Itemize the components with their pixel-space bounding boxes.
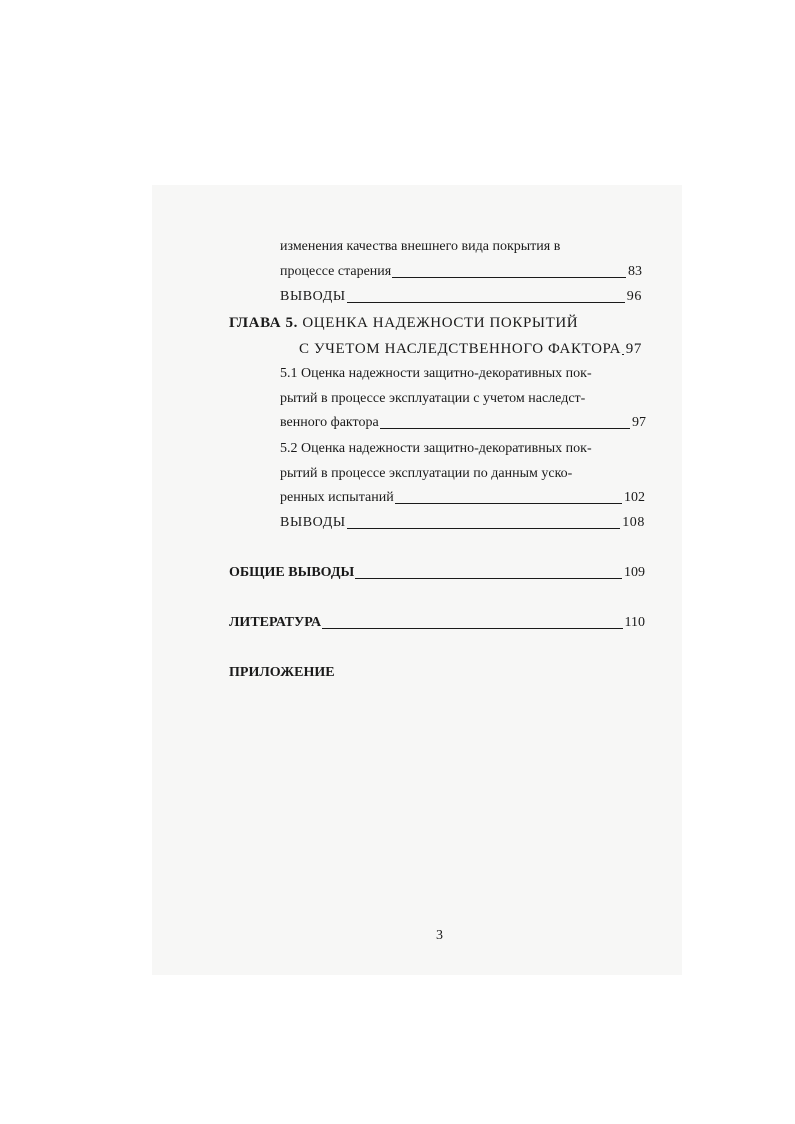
toc-section-5-1-line1: 5.1 Оценка надежности защитно-декоративных пок- bbox=[280, 366, 592, 381]
toc-entry-title: ОБЩИЕ ВЫВОДЫ bbox=[229, 565, 355, 580]
toc-continuation-line: изменения качества внешнего вида покрытия в bbox=[280, 239, 561, 254]
toc-leader bbox=[392, 277, 626, 278]
toc-leader bbox=[380, 428, 630, 429]
toc-leader bbox=[355, 578, 622, 579]
toc-page-number: 83 bbox=[628, 264, 642, 279]
toc-leader bbox=[322, 628, 622, 629]
toc-entry-appendix: ПРИЛОЖЕНИЕ bbox=[229, 665, 335, 680]
toc-entry-title: ЛИТЕРАТУРА bbox=[229, 615, 322, 630]
chapter-title-line1: ОЦЕНКА НАДЕЖНОСТИ ПОКРЫТИЙ bbox=[302, 315, 579, 331]
toc-section-5-2-line1: 5.2 Оценка надежности защитно-декоративных пок- bbox=[280, 441, 592, 456]
toc-leader bbox=[622, 354, 624, 355]
toc-section-5-2-line2: рытий в процессе эксплуатации по данным уско- bbox=[280, 466, 573, 481]
toc-entry-aging bbox=[280, 263, 642, 281]
toc-leader bbox=[395, 503, 622, 504]
chapter-label: ГЛАВА 5. bbox=[229, 315, 298, 331]
toc-entry-title: ренных испытаний bbox=[280, 490, 394, 505]
toc-page-number: 96 bbox=[626, 289, 642, 304]
toc-entry-title: ВЫВОДЫ bbox=[280, 515, 346, 530]
toc-page-number: 109 bbox=[624, 565, 645, 580]
toc-chapter5-title-line2 bbox=[299, 340, 642, 358]
toc-entry-conclusions-ch5 bbox=[280, 514, 645, 532]
toc-page-number: 102 bbox=[624, 490, 645, 505]
toc-entry-general-conclusions bbox=[229, 564, 645, 582]
toc-entry-title: венного фактора bbox=[280, 415, 379, 430]
toc-page-number: 110 bbox=[624, 615, 645, 630]
toc-section-5-1-line2: рытий в процессе эксплуатации с учетом наследст- bbox=[280, 391, 586, 406]
toc-leader bbox=[347, 528, 621, 529]
toc-entry-title: ВЫВОДЫ bbox=[280, 289, 346, 304]
page-number: 3 bbox=[436, 928, 443, 943]
toc-page-number: 97 bbox=[625, 341, 642, 357]
toc-entry-title: процессе старения bbox=[280, 264, 392, 279]
toc-entry-literature bbox=[229, 614, 645, 632]
toc-entry-conclusions-ch4 bbox=[280, 288, 642, 306]
toc-leader bbox=[347, 302, 625, 303]
toc-section-5-1-line3 bbox=[280, 414, 646, 432]
toc-page-number: 108 bbox=[622, 515, 645, 530]
toc-section-5-2-line3 bbox=[280, 489, 645, 507]
toc-chapter5-heading bbox=[229, 314, 578, 332]
toc-page-number: 97 bbox=[632, 415, 646, 430]
chapter-title-line2: С УЧЕТОМ НАСЛЕДСТВЕННОГО ФАКТОРА bbox=[299, 341, 621, 357]
